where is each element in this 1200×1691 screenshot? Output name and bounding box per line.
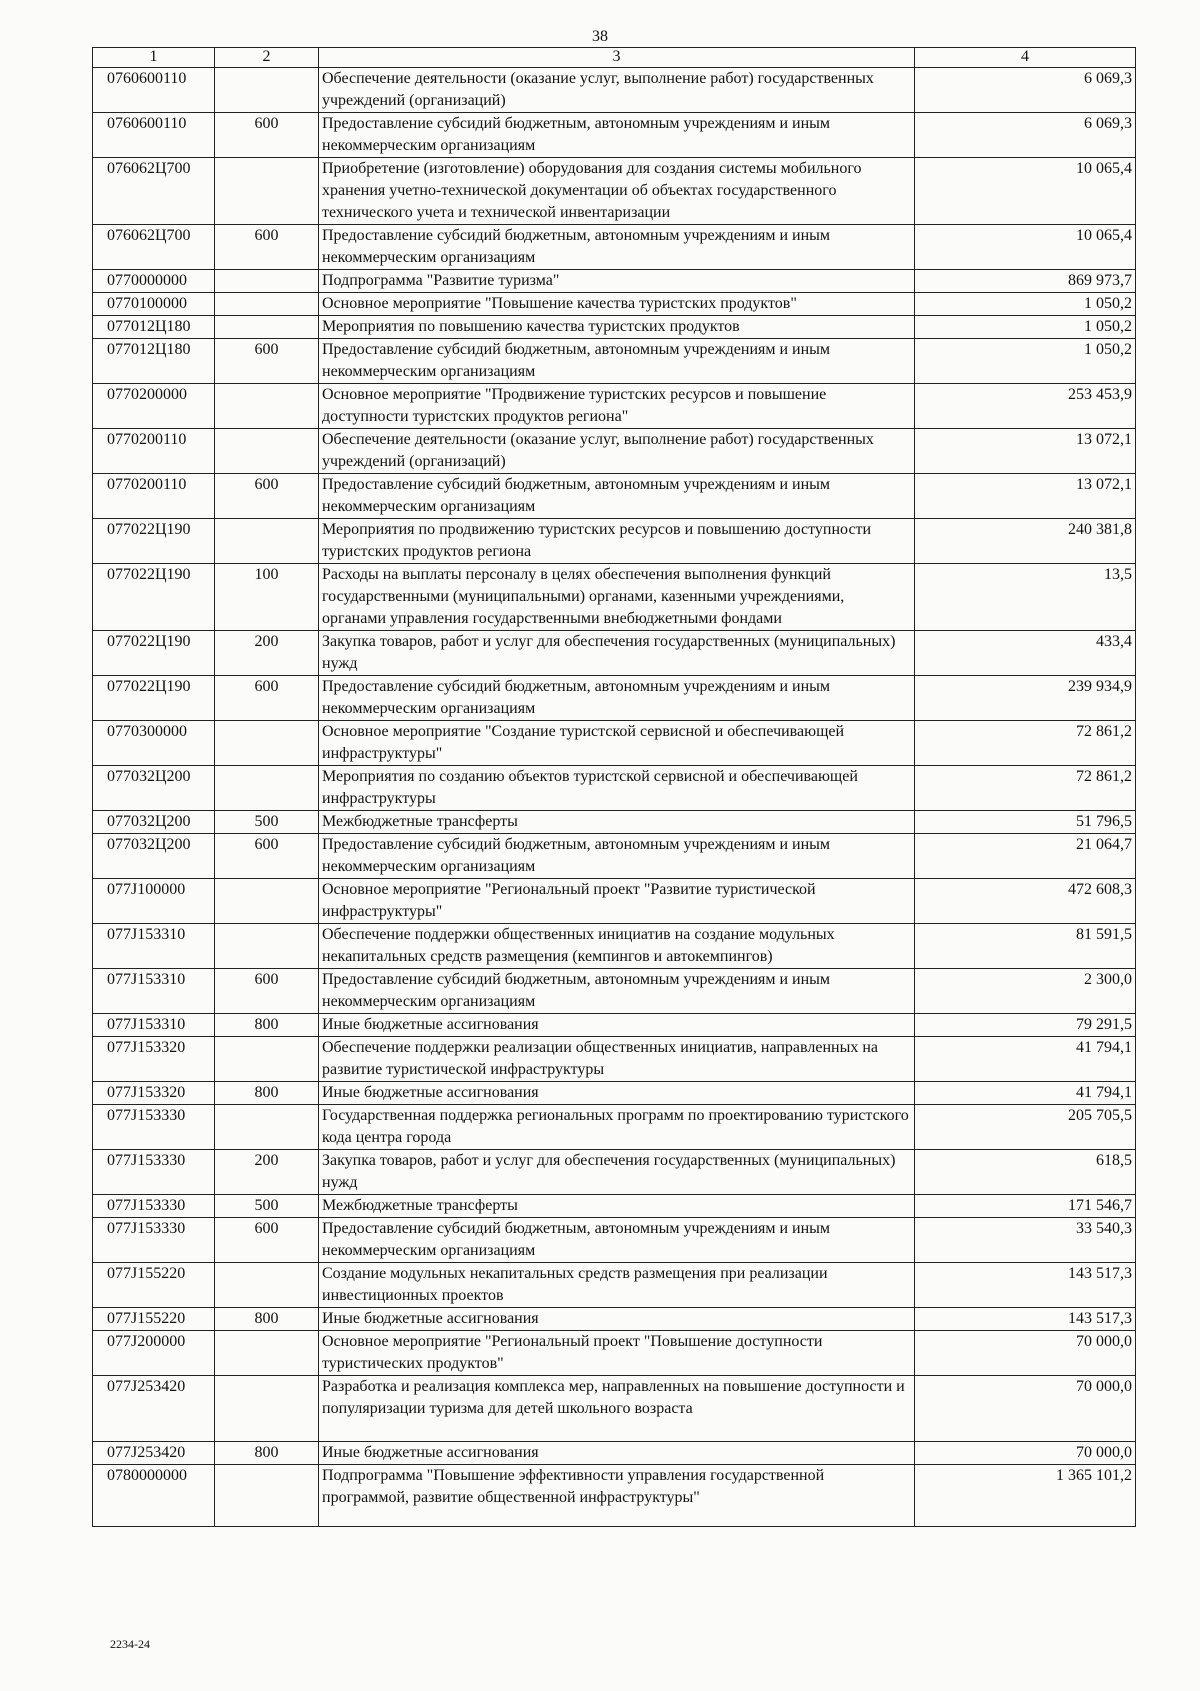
row-amount-cell: 70 000,0	[915, 1331, 1136, 1376]
row-code-cell: 077J153320	[93, 1037, 215, 1082]
table-row	[93, 68, 1136, 113]
row-name-cell: Подпрограмма "Развитие туризма"	[319, 270, 915, 293]
row-code-cell: 077032Ц200	[93, 834, 215, 879]
row-name-cell: Иные бюджетные ассигнования	[319, 1014, 915, 1037]
row-expense-type-cell	[215, 429, 319, 474]
row-expense-type-cell: 600	[215, 339, 319, 384]
row-amount-cell: 1 050,2	[915, 339, 1136, 384]
row-name-cell: Основное мероприятие "Продвижение туристских ресурсов и повышение доступности туристских продуктов региона"	[319, 384, 915, 429]
table-row	[93, 1308, 1136, 1331]
row-code-cell: 077022Ц190	[93, 676, 215, 721]
row-amount-cell: 51 796,5	[915, 811, 1136, 834]
row-expense-type-cell: 500	[215, 811, 319, 834]
row-amount-cell: 70 000,0	[915, 1442, 1136, 1465]
row-expense-type-cell: 600	[215, 113, 319, 158]
table-row	[93, 879, 1136, 924]
column-header-1: 1	[93, 48, 215, 68]
row-name-cell: Иные бюджетные ассигнования	[319, 1442, 915, 1465]
table-row	[93, 631, 1136, 676]
row-amount-cell: 143 517,3	[915, 1308, 1136, 1331]
row-amount-cell: 13 072,1	[915, 474, 1136, 519]
table-row	[93, 225, 1136, 270]
row-amount-cell: 81 591,5	[915, 924, 1136, 969]
row-amount-cell: 33 540,3	[915, 1218, 1136, 1263]
table-row	[93, 384, 1136, 429]
budget-table	[92, 47, 1136, 1527]
row-expense-type-cell: 600	[215, 969, 319, 1014]
document-code: 2234-24	[110, 1637, 150, 1651]
row-name-cell: Мероприятия по повышению качества туристских продуктов	[319, 316, 915, 339]
table-row	[93, 293, 1136, 316]
table-row	[93, 270, 1136, 293]
row-expense-type-cell: 600	[215, 474, 319, 519]
row-expense-type-cell	[215, 316, 319, 339]
table-row	[93, 834, 1136, 879]
table-row	[93, 1014, 1136, 1037]
row-code-cell: 077022Ц190	[93, 631, 215, 676]
table-row	[93, 1465, 1136, 1527]
row-code-cell: 0770200110	[93, 429, 215, 474]
row-name-cell: Приобретение (изготовление) оборудования для создания системы мобильного хранения учетно-технической документации об объектах государственного технического учета и технической инвентаризации	[319, 158, 915, 225]
table-row	[93, 113, 1136, 158]
row-amount-cell: 13,5	[915, 564, 1136, 631]
row-amount-cell: 10 065,4	[915, 225, 1136, 270]
row-code-cell: 077J153310	[93, 969, 215, 1014]
row-name-cell: Обеспечение деятельности (оказание услуг, выполнение работ) государственных учреждений (организаций)	[319, 68, 915, 113]
table-row	[93, 969, 1136, 1014]
row-name-cell: Межбюджетные трансферты	[319, 1195, 915, 1218]
row-expense-type-cell	[215, 68, 319, 113]
row-expense-type-cell: 600	[215, 1218, 319, 1263]
row-expense-type-cell	[215, 158, 319, 225]
row-amount-cell: 21 064,7	[915, 834, 1136, 879]
row-code-cell: 077J200000	[93, 1331, 215, 1376]
row-expense-type-cell	[215, 1331, 319, 1376]
table-row	[93, 1150, 1136, 1195]
row-name-cell: Закупка товаров, работ и услуг для обеспечения государственных (муниципальных) нужд	[319, 631, 915, 676]
row-amount-cell: 10 065,4	[915, 158, 1136, 225]
row-name-cell: Основное мероприятие "Повышение качества туристских продуктов"	[319, 293, 915, 316]
table-row	[93, 339, 1136, 384]
table-row	[93, 1442, 1136, 1465]
row-amount-cell: 205 705,5	[915, 1105, 1136, 1150]
row-amount-cell: 240 381,8	[915, 519, 1136, 564]
row-name-cell: Мероприятия по созданию объектов туристской сервисной и обеспечивающей инфраструктуры	[319, 766, 915, 811]
row-code-cell: 077012Ц180	[93, 316, 215, 339]
row-expense-type-cell: 600	[215, 225, 319, 270]
row-name-cell: Предоставление субсидий бюджетным, автономным учреждениям и иным некоммерческим организациям	[319, 969, 915, 1014]
table-row	[93, 1105, 1136, 1150]
row-code-cell: 077022Ц190	[93, 564, 215, 631]
table-row	[93, 1082, 1136, 1105]
row-name-cell: Межбюджетные трансферты	[319, 811, 915, 834]
row-expense-type-cell	[215, 766, 319, 811]
row-expense-type-cell	[215, 1465, 319, 1527]
row-code-cell: 077J153310	[93, 924, 215, 969]
table-row	[93, 924, 1136, 969]
row-name-cell: Основное мероприятие "Региональный проект "Повышение доступности туристических продуктов"	[319, 1331, 915, 1376]
row-amount-cell: 1 365 101,2	[915, 1465, 1136, 1527]
table-row	[93, 766, 1136, 811]
row-expense-type-cell: 600	[215, 834, 319, 879]
row-name-cell: Обеспечение поддержки реализации общественных инициатив, направленных на развитие туристической инфраструктуры	[319, 1037, 915, 1082]
table-row	[93, 429, 1136, 474]
column-header-4: 4	[915, 48, 1136, 68]
row-name-cell: Государственная поддержка региональных программ по проектированию туристского кода центра города	[319, 1105, 915, 1150]
row-name-cell: Основное мероприятие "Региональный проект "Развитие туристической инфраструктуры"	[319, 879, 915, 924]
table-row	[93, 811, 1136, 834]
row-expense-type-cell	[215, 1037, 319, 1082]
row-code-cell: 0770100000	[93, 293, 215, 316]
row-code-cell: 0770200000	[93, 384, 215, 429]
row-code-cell: 077J155220	[93, 1263, 215, 1308]
row-code-cell: 0760600110	[93, 113, 215, 158]
table-body	[93, 68, 1136, 1527]
row-expense-type-cell: 600	[215, 676, 319, 721]
column-header-3: 3	[319, 48, 915, 68]
row-code-cell: 077J253420	[93, 1442, 215, 1465]
table-row	[93, 519, 1136, 564]
row-expense-type-cell	[215, 1376, 319, 1442]
row-expense-type-cell	[215, 879, 319, 924]
row-amount-cell: 79 291,5	[915, 1014, 1136, 1037]
row-code-cell: 0770300000	[93, 721, 215, 766]
row-name-cell: Предоставление субсидий бюджетным, автономным учреждениям и иным некоммерческим организациям	[319, 834, 915, 879]
row-code-cell: 077022Ц190	[93, 519, 215, 564]
table-row	[93, 1331, 1136, 1376]
row-expense-type-cell	[215, 270, 319, 293]
row-amount-cell: 41 794,1	[915, 1082, 1136, 1105]
row-name-cell: Предоставление субсидий бюджетным, автономным учреждениям и иным некоммерческим организациям	[319, 339, 915, 384]
row-expense-type-cell	[215, 519, 319, 564]
row-expense-type-cell	[215, 384, 319, 429]
table-row	[93, 1376, 1136, 1442]
row-code-cell: 076062Ц700	[93, 225, 215, 270]
row-amount-cell: 239 934,9	[915, 676, 1136, 721]
table-row	[93, 721, 1136, 766]
row-expense-type-cell: 800	[215, 1014, 319, 1037]
table-row	[93, 1263, 1136, 1308]
row-expense-type-cell: 200	[215, 1150, 319, 1195]
row-expense-type-cell	[215, 293, 319, 316]
row-amount-cell: 143 517,3	[915, 1263, 1136, 1308]
row-code-cell: 077J153330	[93, 1105, 215, 1150]
row-amount-cell: 1 050,2	[915, 293, 1136, 316]
table-row	[93, 564, 1136, 631]
row-expense-type-cell: 100	[215, 564, 319, 631]
table-header-row	[93, 48, 1136, 68]
row-name-cell: Предоставление субсидий бюджетным, автономным учреждениям и иным некоммерческим организациям	[319, 225, 915, 270]
row-name-cell: Закупка товаров, работ и услуг для обеспечения государственных (муниципальных) нужд	[319, 1150, 915, 1195]
row-expense-type-cell	[215, 721, 319, 766]
row-amount-cell: 72 861,2	[915, 766, 1136, 811]
row-name-cell: Иные бюджетные ассигнования	[319, 1082, 915, 1105]
row-code-cell: 077032Ц200	[93, 766, 215, 811]
row-amount-cell: 253 453,9	[915, 384, 1136, 429]
row-code-cell: 077J153320	[93, 1082, 215, 1105]
row-code-cell: 077J100000	[93, 879, 215, 924]
row-amount-cell: 41 794,1	[915, 1037, 1136, 1082]
row-amount-cell: 618,5	[915, 1150, 1136, 1195]
row-code-cell: 077J253420	[93, 1376, 215, 1442]
row-code-cell: 077J153330	[93, 1195, 215, 1218]
row-name-cell: Подпрограмма "Повышение эффективности управления государственной программой, развитие общественной инфраструктуры"	[319, 1465, 915, 1527]
row-expense-type-cell: 800	[215, 1082, 319, 1105]
row-amount-cell: 6 069,3	[915, 113, 1136, 158]
row-amount-cell: 1 050,2	[915, 316, 1136, 339]
row-expense-type-cell: 500	[215, 1195, 319, 1218]
row-code-cell: 0780000000	[93, 1465, 215, 1527]
row-code-cell: 077J153330	[93, 1150, 215, 1195]
row-name-cell: Мероприятия по продвижению туристских ресурсов и повышению доступности туристских продуктов региона	[319, 519, 915, 564]
row-name-cell: Предоставление субсидий бюджетным, автономным учреждениям и иным некоммерческим организациям	[319, 113, 915, 158]
table-row	[93, 1195, 1136, 1218]
row-name-cell: Основное мероприятие "Создание туристской сервисной и обеспечивающей инфраструктуры"	[319, 721, 915, 766]
row-name-cell: Предоставление субсидий бюджетным, автономным учреждениям и иным некоммерческим организациям	[319, 676, 915, 721]
row-amount-cell: 72 861,2	[915, 721, 1136, 766]
row-amount-cell: 70 000,0	[915, 1376, 1136, 1442]
row-name-cell: Расходы на выплаты персоналу в целях обеспечения выполнения функций государственными (муниципальными) органами, казенными учреждениями, органами управления государственными внебюджетными фондами	[319, 564, 915, 631]
row-name-cell: Предоставление субсидий бюджетным, автономным учреждениям и иным некоммерческим организациям	[319, 1218, 915, 1263]
row-amount-cell: 433,4	[915, 631, 1136, 676]
row-name-cell: Обеспечение поддержки общественных инициатив на создание модульных некапитальных средств размещения (кемпингов и автокемпингов)	[319, 924, 915, 969]
row-expense-type-cell	[215, 1105, 319, 1150]
table-row	[93, 316, 1136, 339]
row-expense-type-cell: 800	[215, 1308, 319, 1331]
row-code-cell: 0760600110	[93, 68, 215, 113]
table-row	[93, 474, 1136, 519]
row-code-cell: 077J153310	[93, 1014, 215, 1037]
row-expense-type-cell	[215, 1263, 319, 1308]
row-name-cell: Разработка и реализация комплекса мер, направленных на повышение доступности и популяризации туризма для детей школьного возраста	[319, 1376, 915, 1442]
row-code-cell: 0770200110	[93, 474, 215, 519]
row-amount-cell: 13 072,1	[915, 429, 1136, 474]
row-name-cell: Иные бюджетные ассигнования	[319, 1308, 915, 1331]
table-row	[93, 676, 1136, 721]
row-amount-cell: 2 300,0	[915, 969, 1136, 1014]
row-code-cell: 077032Ц200	[93, 811, 215, 834]
row-expense-type-cell	[215, 924, 319, 969]
row-amount-cell: 869 973,7	[915, 270, 1136, 293]
row-name-cell: Обеспечение деятельности (оказание услуг, выполнение работ) государственных учреждений (организаций)	[319, 429, 915, 474]
row-name-cell: Создание модульных некапитальных средств размещения при реализации инвестиционных проектов	[319, 1263, 915, 1308]
table-row	[93, 1037, 1136, 1082]
row-expense-type-cell: 200	[215, 631, 319, 676]
row-code-cell: 077J155220	[93, 1308, 215, 1331]
table-row	[93, 158, 1136, 225]
row-code-cell: 0770000000	[93, 270, 215, 293]
column-header-2: 2	[215, 48, 319, 68]
table-row	[93, 1218, 1136, 1263]
row-code-cell: 076062Ц700	[93, 158, 215, 225]
row-name-cell: Предоставление субсидий бюджетным, автономным учреждениям и иным некоммерческим организациям	[319, 474, 915, 519]
row-amount-cell: 472 608,3	[915, 879, 1136, 924]
row-code-cell: 077012Ц180	[93, 339, 215, 384]
row-amount-cell: 171 546,7	[915, 1195, 1136, 1218]
row-expense-type-cell: 800	[215, 1442, 319, 1465]
page-number: 38	[592, 28, 608, 45]
row-code-cell: 077J153330	[93, 1218, 215, 1263]
row-amount-cell: 6 069,3	[915, 68, 1136, 113]
